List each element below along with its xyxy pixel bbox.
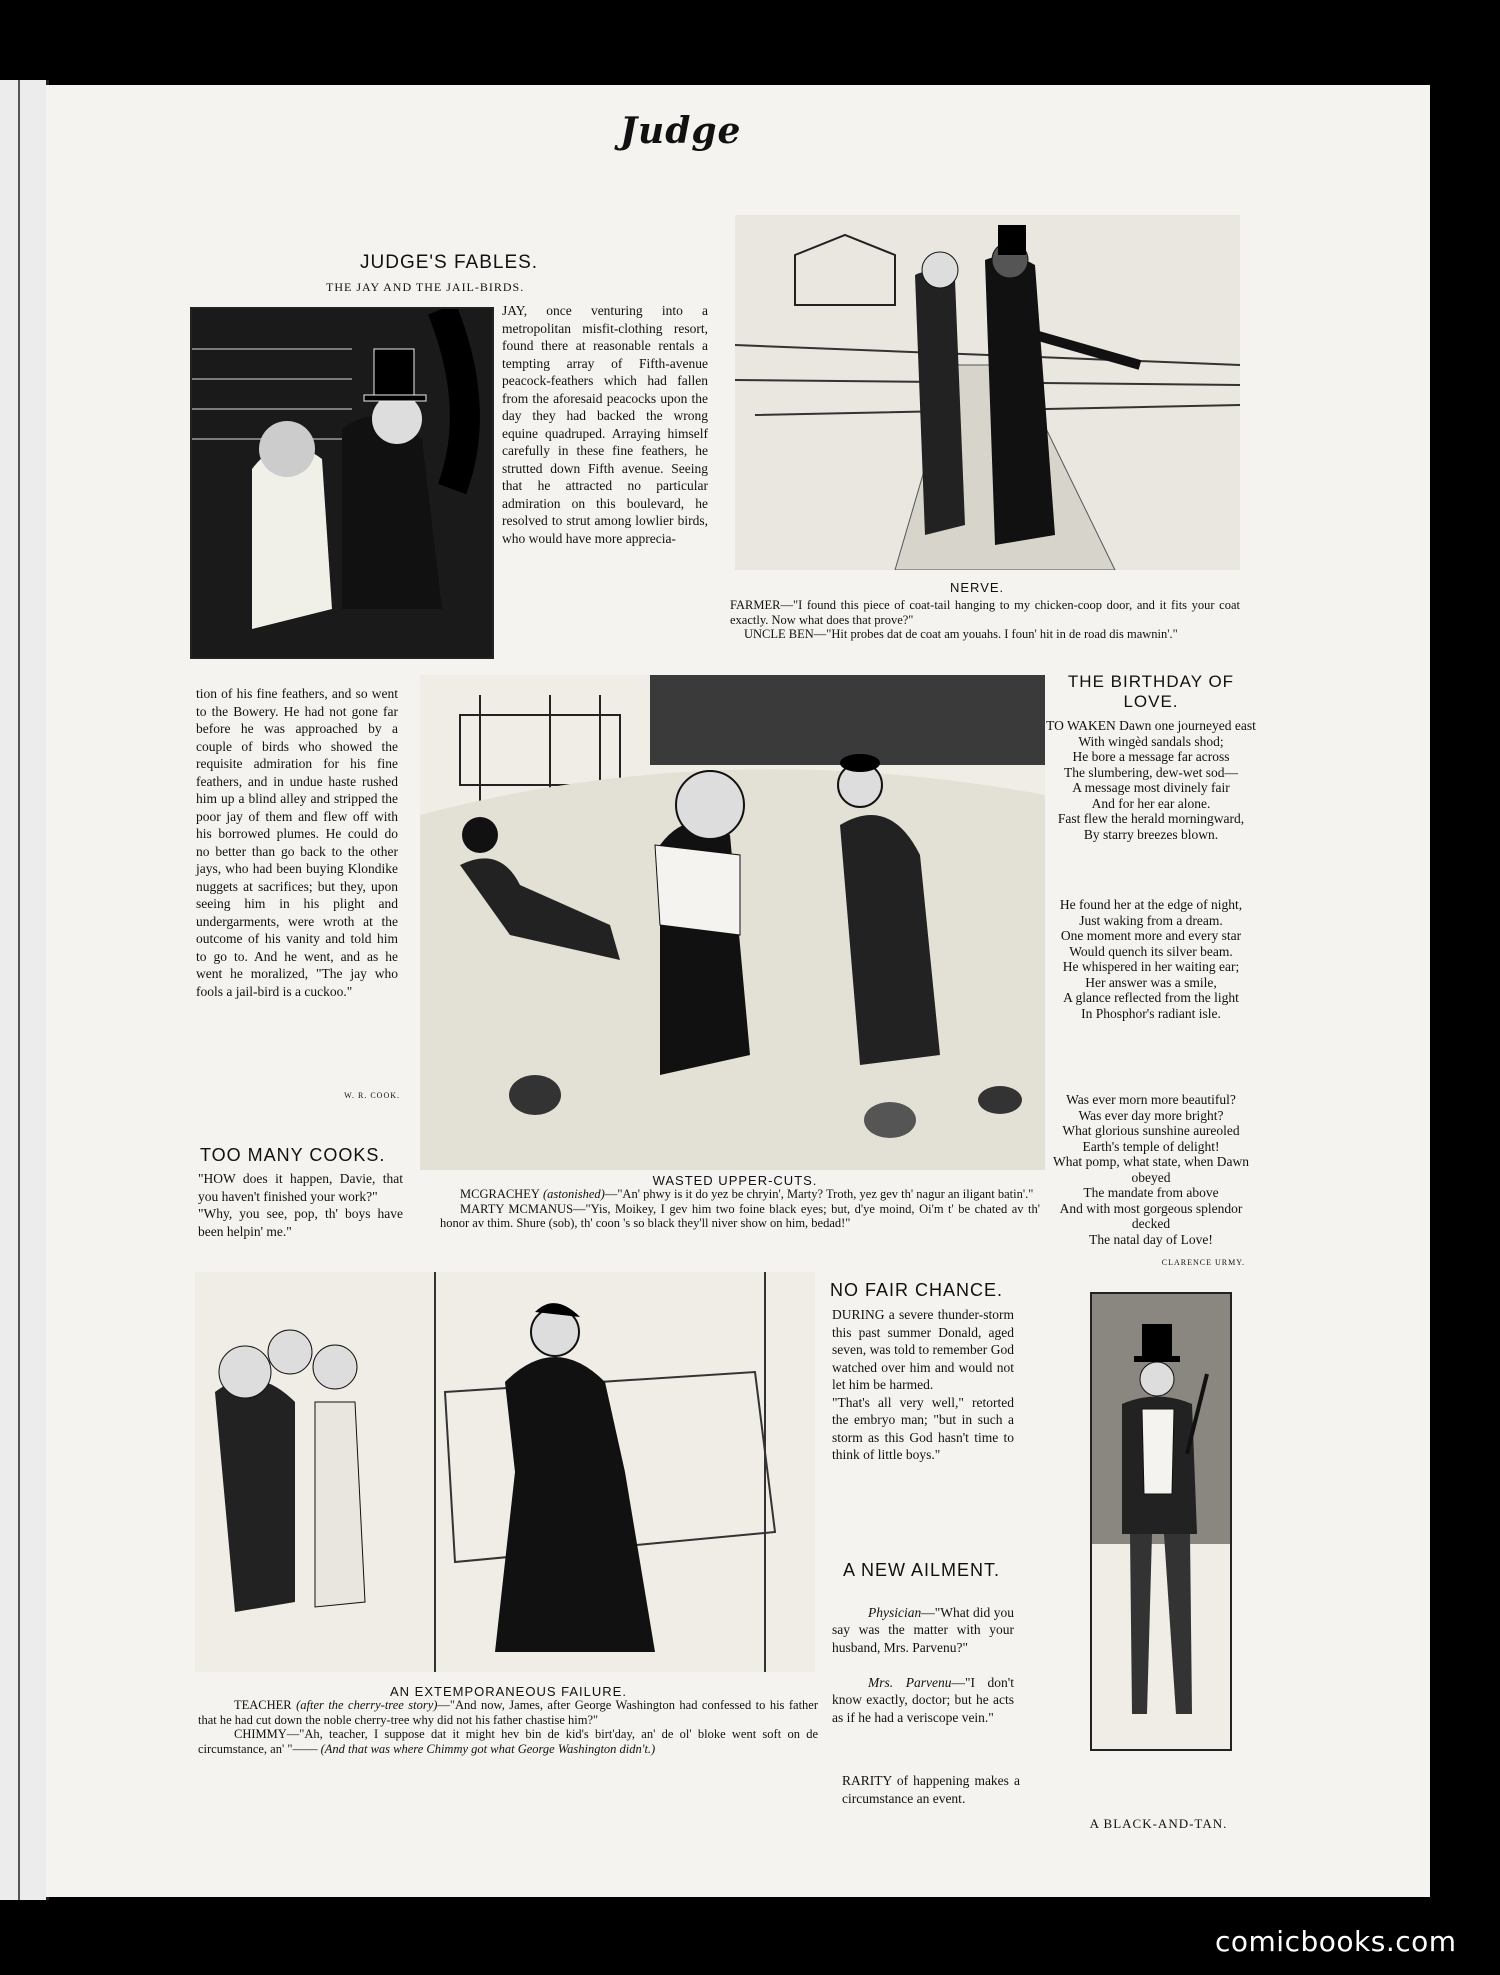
nerve-dialog — [730, 598, 1240, 642]
birthday-author: CLARENCE URMY. — [1161, 1258, 1245, 1267]
ailment-line-mrs-parvenu: —"I don't know exactly, doctor; but he acts as if he had a veriscope vein." — [832, 1674, 1014, 1725]
fables-subtitle: THE JAY AND THE JAIL-BIRDS. — [326, 280, 525, 294]
extemporaneous-aside-teacher: (after the cherry-tree story) — [296, 1698, 438, 1712]
fair-chance-text: DURING a severe thunder-storm this past summer Donald, aged seven, was told to remember God watched over him and would not let him be harmed. "That's all very well," retorted the embryo man; "but in such a storm as this God hasn't time to think of little boys." — [832, 1307, 1014, 1462]
illustration-nerve — [735, 215, 1240, 570]
wasted-line-marty: —"Yis, Moikey, I gev him two foine black eyes; but, d'ye moind, Oi'm t' be chated av th' honor av thim. Shure (sob), th' coon 's so black they'll niver show on him, bedad!" — [440, 1201, 1040, 1230]
cooks-text: "HOW does it happen, Davie, that you haven't finished your work?" "Why, you see, pop, th' boys have been helpin' me." — [198, 1171, 403, 1239]
site-watermark: comicbooks.com — [1215, 1925, 1457, 1958]
ailment-speaker-physician: Physician — [868, 1604, 922, 1620]
masthead-logo: Judge — [620, 110, 742, 152]
nerve-speaker-farmer: FARMER — [730, 598, 781, 612]
birthday-title: THE BIRTHDAY OF LOVE. — [1067, 672, 1235, 711]
rarity-text: RARITY of happening makes a circumstance an event. — [842, 1773, 1020, 1806]
illustration-jay-and-jailbirds — [190, 307, 494, 659]
book-spine — [0, 80, 49, 1900]
birthday-stanza-2: He found her at the edge of night, Just waking from a dream. One moment more and every star Would quench its silver beam. He whispered in her waiting ear; Her answer was a smile, A glance reflected from the light In Phosphor's radiant isle. — [1059, 897, 1243, 1021]
extemporaneous-caption: AN EXTEMPORANEOUS FAILURE. — [390, 1684, 627, 1699]
nerve-caption: NERVE. — [950, 580, 1005, 595]
nerve-drawing — [735, 215, 1240, 570]
ailment-line-physician: —"What did you say was the matter with your husband, Mrs. Parvenu?" — [832, 1604, 1014, 1655]
extemporaneous-line-teacher: —"And now, James, after George Washington had confessed to his father that he had cut down the noble cherry-tree why did not his father chastise him?" — [198, 1698, 818, 1727]
extemporaneous-speaker-teacher: TEACHER — [234, 1698, 292, 1712]
extemporaneous-speaker-chimmy: CHIMMY — [234, 1727, 287, 1741]
wasted-caption: WASTED UPPER-CUTS. — [652, 1173, 818, 1188]
extemporaneous-failure-drawing — [195, 1272, 815, 1672]
extemporaneous-line-chimmy: —"Ah, teacher, I suppose dat it might hev bin de kid's birt'day, an' de ol' bloke went soft on de circumstance, an' "—— — [198, 1727, 818, 1756]
extemporaneous-aside-chimmy: (And that was where Chimmy got what George Washington didn't.) — [320, 1741, 656, 1756]
fables-text-column1: JAY, once venturing into a metropolitan misfit-clothing resort, found there at reasonable rentals a tempting array of Fifth-avenue peacock-feathers which had fallen from the aforesaid peacocks upon the day they had backed the wrong equine quadruped. Arraying himself carefully in these fine feathers, he strutted down Fifth avenue. Seeing that he attracted no particular admiration on this boulevard, he resolved to strut among lowlier birds, who would have more apprecia- — [502, 303, 708, 546]
ailment-speaker-mrs-parvenu: Mrs. Parvenu — [868, 1674, 952, 1690]
fables-author: W. R. COOK. — [344, 1091, 400, 1100]
wasted-speaker-marty: MARTY MCMANUS — [460, 1201, 574, 1216]
fair-chance-title: NO FAIR CHANCE. — [830, 1280, 1004, 1300]
wasted-aside-mcgrachey: (astonished) — [543, 1187, 605, 1201]
black-and-tan-drawing — [1092, 1294, 1230, 1749]
illustration-wasted-upper-cuts — [420, 675, 1045, 1170]
fables-text-column2: tion of his fine feathers, and so went to the Bowery. He had not gone far before he was approached by a couple of birds who showed the requisite admiration for his fine feathers, and in undue haste rushed him up a blind alley and stripped the poor jay of them and flew off with his borrowed plumes. He could do no better than go back to the other jays, who had been buying Klondike nuggets at sacrifices; but they, upon seeing him in his plight and undergarments, were wroth at the outcome of his vanity and told him to go to. And he went, and as he went he moralized, "The jay who fools a jail-bird is a cuckoo." — [196, 686, 398, 999]
birthday-stanza-3: Was ever morn more beautiful? Was ever day more bright? What glorious sunshine aureoled Earth's temple of delight! What pomp, what state, when Dawn obeyed The mandate from above And with most gorgeous splendor decked The natal day of Love! — [1052, 1092, 1250, 1247]
wasted-line-mcgrachey: —"An' phwy is it do yez be chryin', Marty? Troth, yez gev th' nagur an iligant batin'." — [604, 1187, 1034, 1201]
wasted-dialog — [440, 1187, 1040, 1231]
illustration-black-and-tan — [1090, 1292, 1232, 1751]
wasted-upper-cuts-drawing — [420, 675, 1045, 1170]
jay-jailbirds-drawing — [192, 309, 492, 657]
cooks-title: TOO MANY COOKS. — [200, 1145, 386, 1165]
extemporaneous-dialog — [198, 1698, 818, 1756]
nerve-speaker-uncle-ben: UNCLE BEN — [744, 627, 814, 641]
birthday-stanza-1: TO WAKEN Dawn one journeyed east With wingèd sandals shod; He bore a message far across The slumbering, dew-wet sod— A message most divinely fair And for her ear alone. Fast flew the herald morningward, By starry breezes blown. — [1046, 718, 1256, 842]
illustration-extemporaneous-failure — [195, 1272, 815, 1672]
nerve-line-farmer: —"I found this piece of coat-tail hanging to my chicken-coop door, and it fits your coat exactly. Now what does that prove?" — [730, 598, 1240, 627]
ailment-dialog — [832, 1586, 1014, 1726]
fables-title: JUDGE'S FABLES. — [360, 252, 539, 273]
nerve-line-uncle-ben: —"Hit probes dat de coat am youahs. I foun' hit in de road dis mawnin'." — [813, 627, 1178, 641]
ailment-title: A NEW AILMENT. — [843, 1560, 1001, 1580]
black-and-tan-caption: A BLACK-AND-TAN. — [1089, 1816, 1228, 1831]
wasted-speaker-mcgrachey: MCGRACHEY — [460, 1187, 540, 1201]
